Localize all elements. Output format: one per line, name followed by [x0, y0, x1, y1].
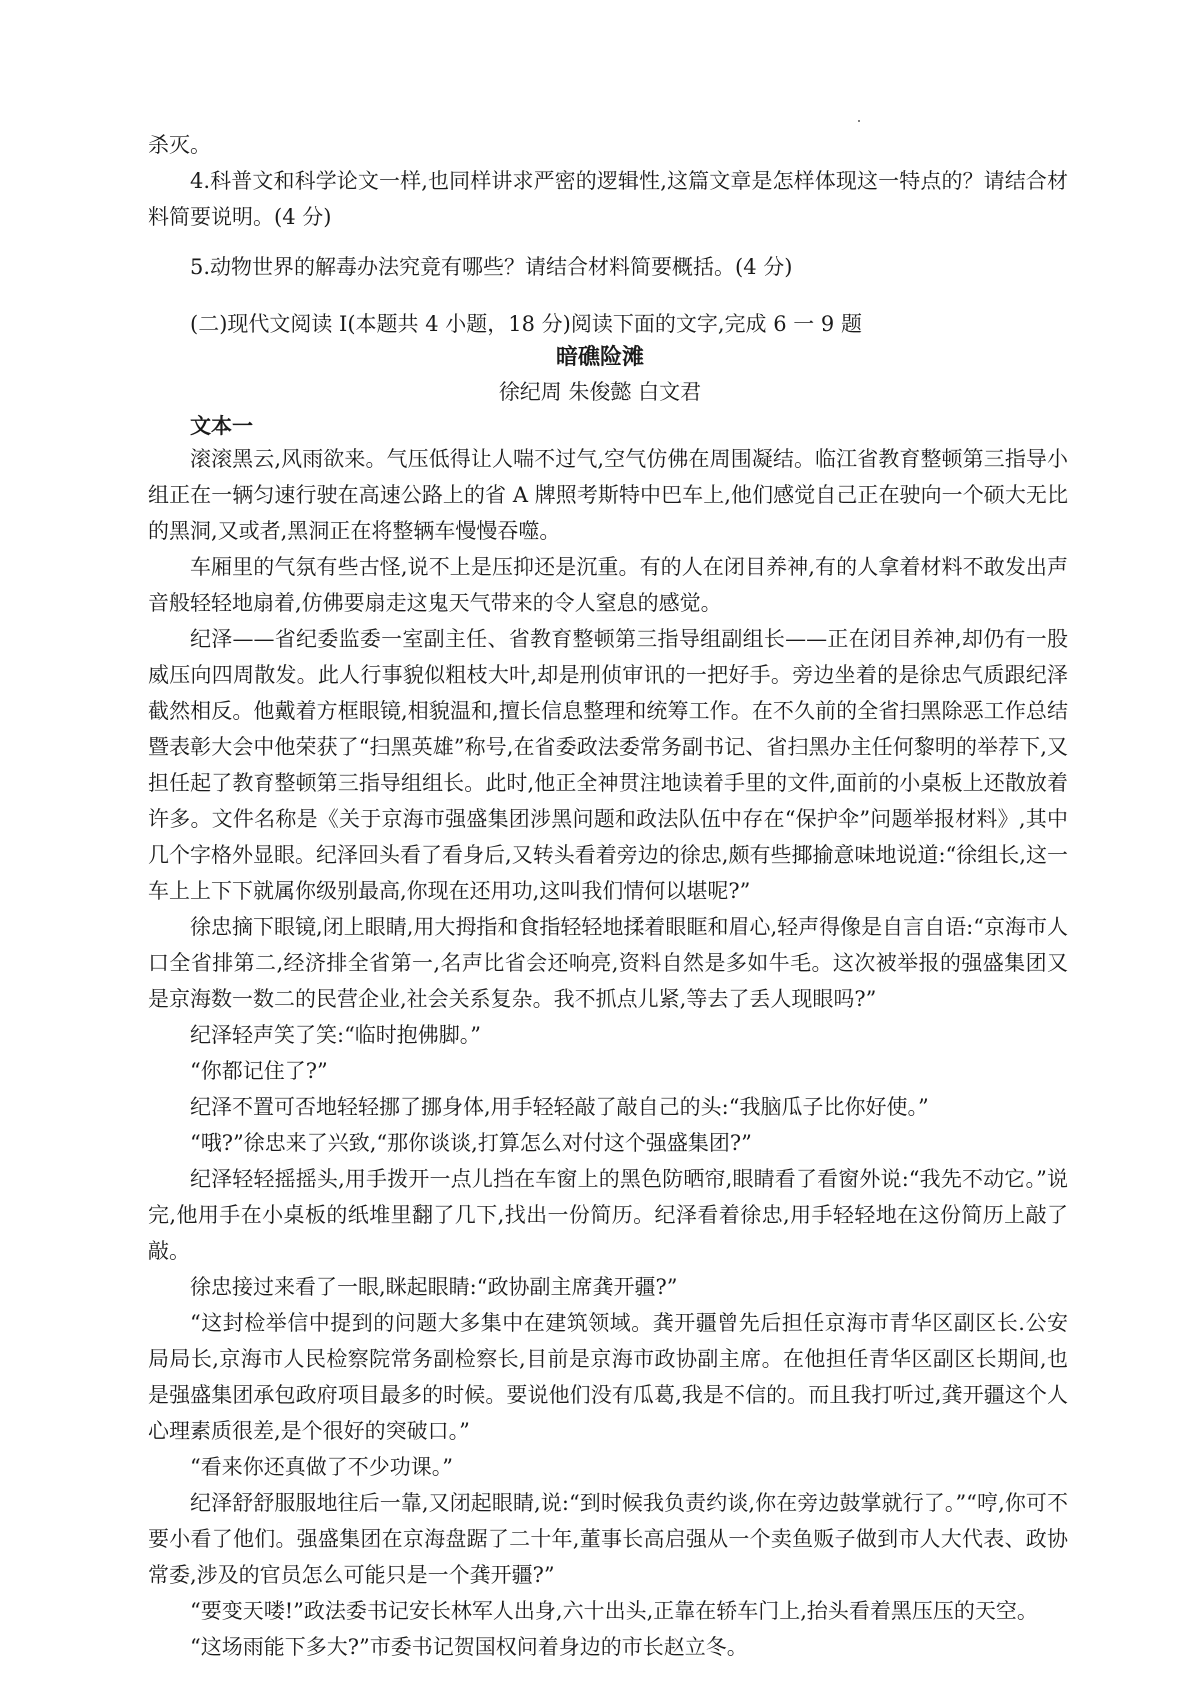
- story-paragraph: “这场雨能下多大?”市委书记贺国权问着身边的市长赵立冬。: [190, 1635, 748, 1659]
- story-paragraph: 纪泽轻轻摇摇头,用手拨开一点儿挡在车窗上的黑色防晒帘,眼睛看了看窗外说:“我先不动它。”说完,他用手在小桌板的纸堆里翻了几下,找出一份简历。纪泽看着徐忠,用手轻轻地在这份简历上敲了敲。: [148, 1167, 1068, 1263]
- text-one-label: 文本一: [190, 414, 253, 438]
- story-authors: 徐纪周 朱俊懿 白文君: [498, 380, 702, 404]
- story-paragraph: 纪泽轻声笑了笑:“临时抱佛脚。”: [190, 1023, 482, 1047]
- story-paragraph: 纪泽不置可否地轻轻挪了挪身体,用手轻轻敲了敲自己的头:“我脑瓜子比你好使。”: [190, 1095, 929, 1119]
- story-paragraph: “哦?”徐忠来了兴致,“那你谈谈,打算怎么对付这个强盛集团?”: [190, 1131, 752, 1155]
- paragraph-continuation: 杀灭。: [148, 133, 211, 157]
- question-4: 4.科普文和科学论文一样,也同样讲求严密的逻辑性,这篇文章是怎样体现这一特点的？请结合材料简要说明。(4 分): [148, 169, 1068, 229]
- section-heading: (二)现代文阅读 I(本题共 4 小题，18 分)阅读下面的文字,完成 6 一 9 题: [190, 312, 862, 336]
- story-paragraph: 车厢里的气氛有些古怪,说不上是压抑还是沉重。有的人在闭目养神,有的人拿着材料不敢发出声音般轻轻地扇着,仿佛要扇走这鬼天气带来的令人窒息的感觉。: [148, 555, 1068, 615]
- story-paragraph: “看来你还真做了不少功课。”: [190, 1455, 453, 1479]
- story-paragraph: “你都记住了?”: [190, 1059, 328, 1083]
- story-paragraph: 纪泽——省纪委监委一室副主任、省教育整顿第三指导组副组长——正在闭目养神,却仍有一股威压向四周散发。此人行事貌似粗枝大叶,却是刑侦审讯的一把好手。旁边坐着的是徐忠气质跟纪泽截然相反。他戴着方框眼镜,相貌温和,擅长信息整理和统筹工作。在不久前的全省扫黑除恶工作总结暨表彰大会中他荣获了“扫黑英雄”称号,在省委政法委常务副书记、省扫黑办主任何黎明的举荐下,又担任起了教育整顿第三指导组组长。此时,他正全神贯注地读着手里的文件,面前的小桌板上还散放着许多。文件名称是《关于京海市强盛集团涉黑问题和政法队伍中存在“保护伞”问题举报材料》,其中几个字格外显眼。纪泽回头看了看身后,又转头看着旁边的徐忠,颇有些揶揄意味地说道:“徐组长,这一车上上下下就属你级别最高,你现在还用功,这叫我们情何以堪呢?”: [148, 627, 1069, 903]
- story-paragraph: “要变天喽!”政法委书记安长林军人出身,六十出头,正靠在轿车门上,抬头看着黑压压的天空。: [190, 1599, 1038, 1623]
- story-paragraph: “这封检举信中提到的问题大多集中在建筑领域。龚开疆曾先后担任京海市青华区副区长.公安局局长,京海市人民检察院常务副检察长,目前是京海市政协副主席。在他担任青华区副区长期间,也是强盛集团承包政府项目最多的时候。要说他们没有瓜葛,我是不信的。而且我打听过,龚开疆这个人心理素质很差,是个很好的突破口。”: [148, 1311, 1068, 1443]
- story-title: 暗礁险滩: [555, 345, 644, 370]
- question-5: 5.动物世界的解毒办法究竟有哪些？请结合材料简要概括。(4 分): [190, 255, 793, 279]
- speck-mark: [858, 120, 860, 122]
- story-paragraph: 纪泽舒舒服服地往后一靠,又闭起眼睛,说:“到时候我负责约谈,你在旁边鼓掌就行了。”“哼,你可不要小看了他们。强盛集团在京海盘踞了二十年,董事长高启强从一个卖鱼贩子做到市人大代表、政协常委,涉及的官员怎么可能只是一个龚开疆?”: [148, 1491, 1068, 1587]
- story-paragraph: 徐忠摘下眼镜,闭上眼睛,用大拇指和食指轻轻地揉着眼眶和眉心,轻声得像是自言自语:“京海市人口全省排第二,经济排全省第一,名声比省会还响亮,资料自然是多如牛毛。这次被举报的强盛集团又是京海数一数二的民营企业,社会关系复杂。我不抓点儿紧,等去了丢人现眼吗?”: [148, 915, 1068, 1011]
- story-paragraph: 滚滚黑云,风雨欲来。气压低得让人喘不过气,空气仿佛在周围凝结。临江省教育整顿第三指导小组正在一辆匀速行驶在高速公路上的省 A 牌照考斯特中巴车上,他们感觉自己正在驶向一个硕大无比的黑洞,又或者,黑洞正在将整辆车慢慢吞噬。: [148, 447, 1068, 543]
- story-paragraph: 徐忠接过来看了一眼,眯起眼睛:“政协副主席龚开疆?”: [190, 1275, 678, 1299]
